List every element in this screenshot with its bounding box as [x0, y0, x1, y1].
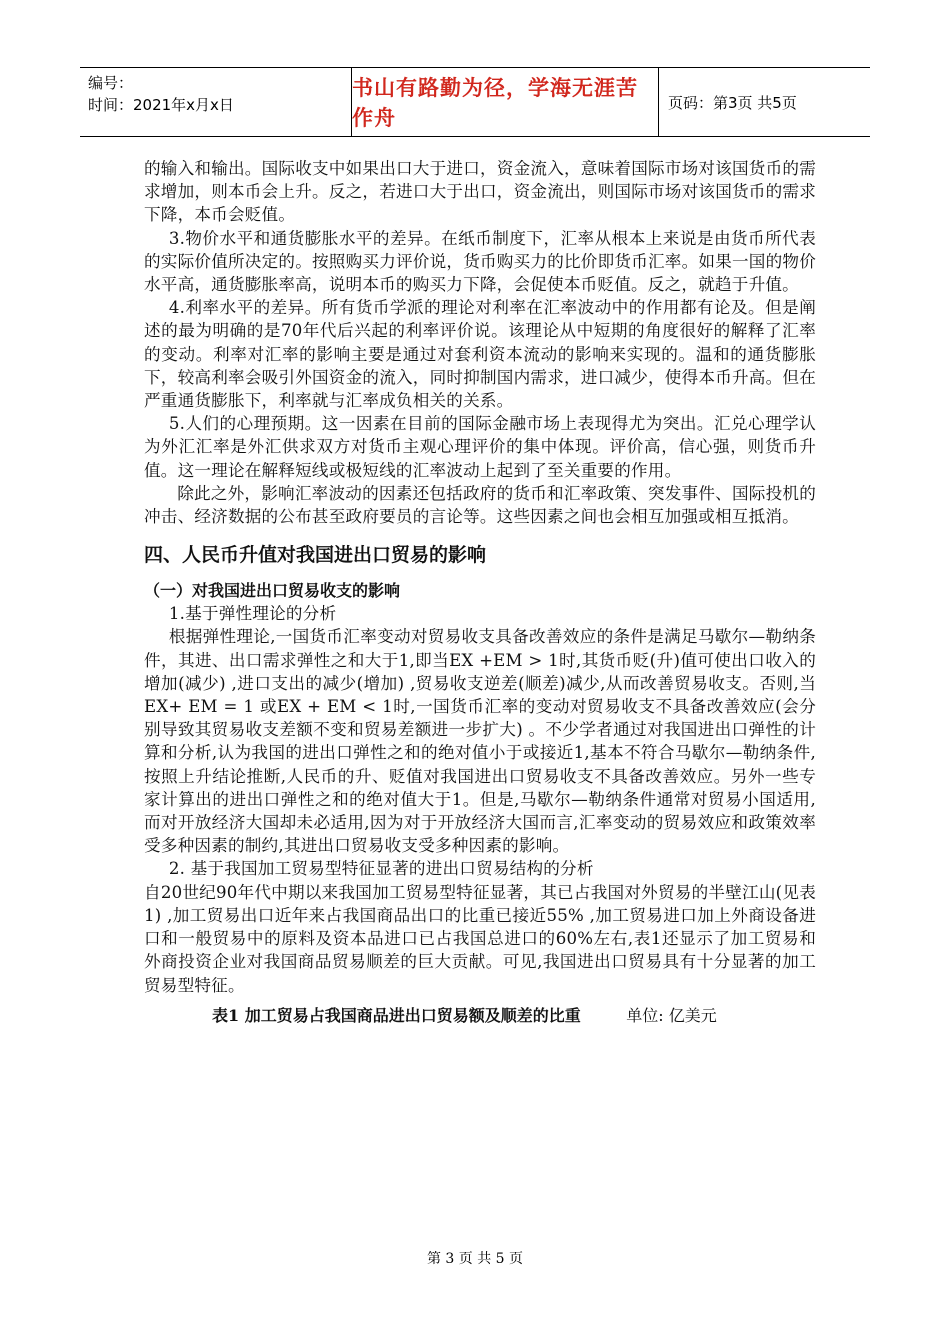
paragraph: 1.基于弹性理论的分析	[168, 604, 337, 624]
paragraph: 自20世纪90年代中期以来我国加工贸易型特征显著，其已占我国对外贸易的半壁江山(见表1) ,加工贸易出口近年来占我国商品出口的比重已接近55% ,加工贸易进口加上外商设备进口和一般贸易中的原料及资本品进口已占我国总进口的60%左右,表1还显示了加工贸易和外商投资企业对我国商品贸易顺差的巨大贡献。可见,我国进出口贸易具有十分显著的加工贸易型特征。	[144, 882, 816, 995]
document-body	[144, 157, 816, 1027]
page-footer: 第 3 页 共 5 页	[426, 1251, 524, 1267]
table-caption-unit: 单位: 亿美元	[626, 1005, 717, 1025]
paragraph: 3.物价水平和通货膨胀水平的差异。在纸币制度下，汇率从根本上来说是由货币所代表的实际价值所决定的。按照购买力评价说，货币购买力的比价即货币汇率。如果一国的物价水平高，通货膨胀率高，说明本币的购买力下降，会促使本币贬值。反之，就趋于升值。	[144, 228, 816, 295]
date-label: 时间：2021年x月x日	[88, 96, 234, 114]
header-page-info: 页码：第3页 共5页	[668, 93, 797, 112]
header-divider	[658, 68, 659, 136]
paragraph: 5.人们的心理预期。这一因素在目前的国际金融市场上表现得尤为突出。汇兑心理学认为外汇汇率是外汇供求双方对货币主观心理评价的集中体现。评价高，信心强，则货币升值。这一理论在解释短线或极短线的汇率波动上起到了至关重要的作用。	[144, 414, 816, 480]
paragraph: 2. 基于我国加工贸易型特征显著的进出口贸易结构的分析	[168, 859, 594, 879]
section-heading: 四、人民币升值对我国进出口贸易的影响	[144, 544, 487, 567]
paragraph: 4.利率水平的差异。所有货币学派的理论对利率在汇率波动中的作用都有论及。但是阐述的最为明确的是70年代后兴起的利率评价说。该理论从中短期的角度很好的解释了汇率的变动。利率对汇率的影响主要是通过对套利资本流动的影响来实现的。温和的通货膨胀下，较高利率会吸引外国资金的流入，同时抑制国内需求，进口减少，使得本币升高。但在严重通货膨胀下，利率就与汇率成负相关的关系。	[144, 298, 816, 411]
paragraph: 除此之外，影响汇率波动的因素还包括政府的货币和汇率政策、突发事件、国际投机的冲击、经济数据的公布甚至政府要员的言论等。这些因素之间也会相互加强或相互抵消。	[144, 483, 816, 527]
table-caption	[144, 1005, 816, 1027]
paragraph: 的输入和输出。国际收支中如果出口大于进口，资金流入，意味着国际市场对该国货币的需求增加，则本币会上升。反之，若进口大于出口，资金流出，则国际市场对该国货币的需求下降，本币会贬值。	[144, 159, 816, 225]
table-caption-title: 表1 加工贸易占我国商品进出口贸易额及顺差的比重	[212, 1005, 581, 1025]
serial-label: 编号：	[88, 74, 134, 92]
subsection-heading: （一）对我国进出口贸易收支的影响	[144, 581, 401, 601]
header-meta	[88, 72, 350, 132]
page-header	[80, 67, 870, 137]
paragraph: 根据弹性理论,一国货币汇率变动对贸易收支具备改善效应的条件是满足马歇尔—勒纳条件，其进、出口需求弹性之和大于1,即当EX +EM > 1时,其货币贬(升)值可使出口收入的增加(减少) ,进口支出的减少(增加) ,贸易收支逆差(顺差)减少,从而改善贸易收支。否则,当EX+ EM = 1 或EX + EM < 1时,一国货币汇率的变动对贸易收支不具备改善效应(会分别导致其贸易收支差额不变和贸易差额进一步扩大) 。不少学者通过对我国进出口弹性的计算和分析,认为我国的进出口弹性之和的绝对值小于或接近1,基本不符合马歇尔—勒纳条件,按照上升结论推断,人民币的升、贬值对我国进出口贸易收支不具备改善效应。另外一些专家计算出的进出口弹性之和的绝对值大于1。但是,马歇尔—勒纳条件通常对贸易小国适用,而对开放经济大国却未必适用,因为对于开放经济大国而言,汇率变动的贸易效应和政策效率受多种因素的制约,其进出口贸易收支受多种因素的影响。	[144, 627, 816, 856]
header-motto: 书山有路勤为径，学海无涯苦作舟	[352, 76, 638, 130]
